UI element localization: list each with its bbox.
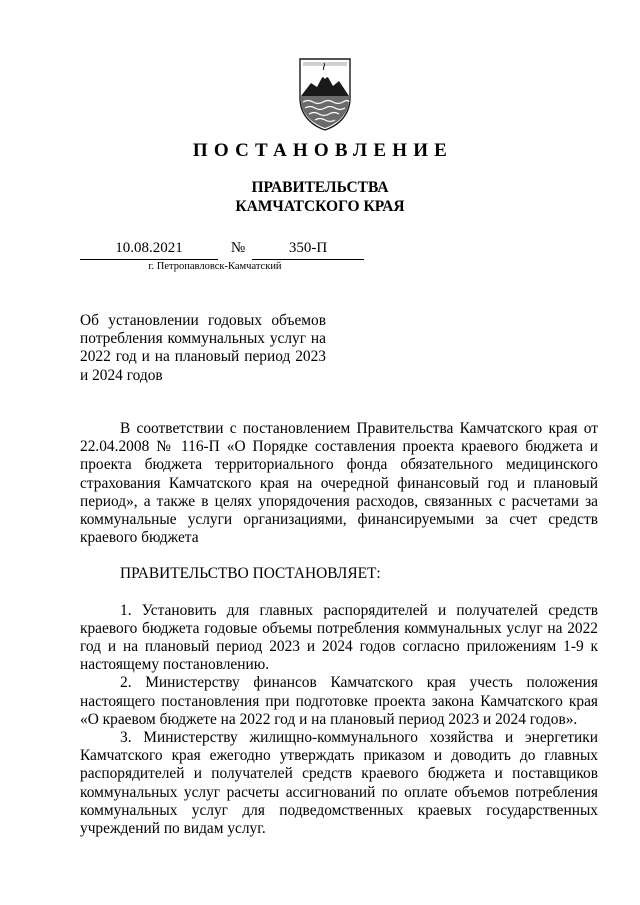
clause-3: 3. Министерству жилищно-коммунального хозяйства и энергетики Камчатского края ежегодно утверждать приказом и доводить до главных распорядителей и получателей средств краевого бюджета и поставщиков коммунальных услуг расчеты ассигнований по оплате объемов потребления коммунальных услуг для подведомственных краевых государственных учреждений по видам услуг. bbox=[80, 729, 598, 838]
decree-statement: ПРАВИТЕЛЬСТВО ПОСТАНОВЛЯЕТ: bbox=[120, 565, 381, 583]
document-type-title: ПОСТАНОВЛЕНИЕ bbox=[192, 140, 454, 161]
document-place: г. Петропавловск-Камчатский bbox=[148, 261, 282, 272]
document-subject: Об установлении годовых объемов потребления коммунальных услуг на 2022 год и на плановый период 2023 и 2024 годов bbox=[80, 312, 326, 384]
authority-line-2: КАМЧАТСКОГО КРАЯ bbox=[235, 198, 405, 215]
document-number: 350-П bbox=[252, 238, 364, 260]
issuing-authority bbox=[0, 178, 640, 216]
number-sign: № bbox=[230, 240, 246, 256]
authority-line-1: ПРАВИТЕЛЬСТВА bbox=[251, 179, 389, 196]
kamchatka-coat-of-arms-icon bbox=[297, 56, 353, 132]
document-body bbox=[80, 420, 598, 838]
clause-1: 1. Установить для главных распорядителей и получателей средств краевого бюджета годовые объемы потребления коммунальных услуг на 2022 год и на плановый период 2023 и 2024 годов согласно приложениям 1-9 к настоящему постановлению. bbox=[80, 601, 598, 674]
document-date: 10.08.2021 bbox=[80, 238, 218, 260]
document-meta bbox=[0, 238, 640, 278]
preamble-paragraph: В соответствии с постановлением Правительства Камчатского края от 22.04.2008 № 116-П «О Порядке составления проекта краевого бюджета и проекта бюджета территориального фонда обязательного медицинского страхования Камчатского края на очередной финансовый год и плановый период», а также в целях упорядочения расходов, связанных с расчетами за коммунальные услуги организациями, финансируемыми за счет средств краевого бюджета bbox=[80, 420, 598, 547]
clause-2: 2. Министерству финансов Камчатского края учесть положения настоящего постановления при подготовке проекта закона Камчатского края «О краевом бюджете на 2022 год и на плановый период 2023 и 2024 годов». bbox=[80, 674, 598, 728]
